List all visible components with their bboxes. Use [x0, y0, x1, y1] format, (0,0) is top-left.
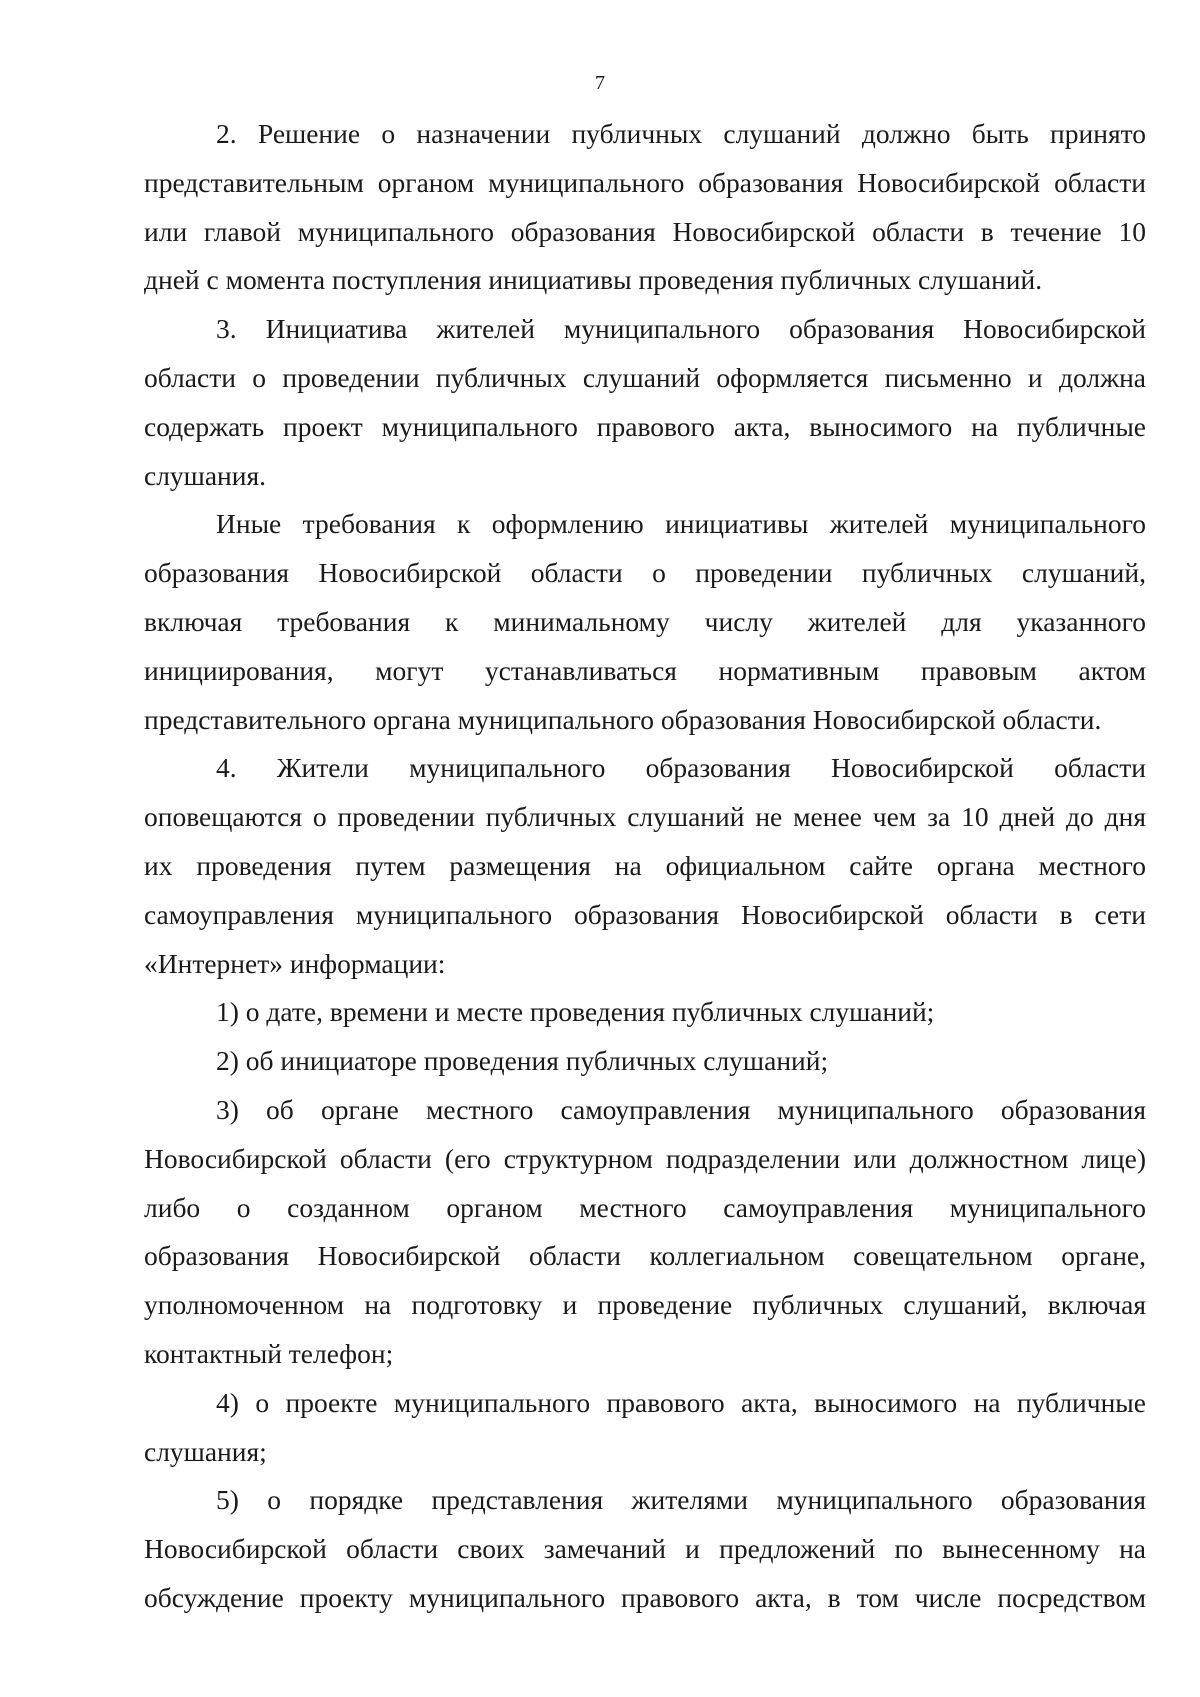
page-number: 7: [595, 72, 605, 94]
list-item-3: [144, 1086, 1146, 1379]
text-line: содержать проект муниципального правового акта, выносимого на публичные: [144, 410, 1146, 442]
text-line: 2. Решение о назначении публичных слушаний должно быть принято: [216, 118, 1146, 149]
text-line: представительного органа муниципального образования Новосибирской области.: [144, 703, 1102, 735]
text-line: включая требования к минимальному числу жителей для указанного: [144, 605, 1146, 637]
document-body: [144, 110, 1146, 1623]
text-line: Новосибирской области (его структурном подразделении или должностном лице): [144, 1142, 1146, 1174]
text-line: слушания.: [144, 459, 267, 491]
list-item-5: [144, 1476, 1146, 1622]
list-item-4: [144, 1379, 1146, 1477]
text-line: 1) о дате, времени и месте проведения публичных слушаний;: [216, 996, 935, 1028]
text-line: их проведения путем размещения на официальном сайте органа местного: [144, 849, 1146, 881]
text-line: дней с момента поступления инициативы проведения публичных слушаний.: [144, 264, 1043, 296]
text-line: 4) о проекте муниципального правового акта, выносимого на публичные: [216, 1386, 1146, 1418]
text-line: контактный телефон;: [144, 1337, 394, 1369]
text-line: 3. Инициатива жителей муниципального образования Новосибирской: [216, 313, 1146, 345]
text-line: «Интернет» информации:: [144, 947, 446, 979]
text-line: самоуправления муниципального образования Новосибирской области в сети: [144, 898, 1146, 930]
paragraph-item-3: [144, 305, 1146, 500]
list-item-2: [144, 1037, 1146, 1086]
text-line: Новосибирской области своих замечаний и предложений по вынесенному на: [144, 1533, 1146, 1565]
text-line: слушания;: [144, 1435, 267, 1467]
text-line: или главой муниципального образования Новосибирской области в течение 10: [144, 215, 1146, 247]
text-line: 4. Жители муниципального образования Новосибирской области: [216, 752, 1146, 784]
list-item-1: [144, 988, 1146, 1037]
text-line: Иные требования к оформлению инициативы жителей муниципального: [216, 508, 1146, 540]
paragraph-item-2: [144, 110, 1146, 305]
paragraph-other-requirements: [144, 500, 1146, 744]
text-line: области о проведении публичных слушаний оформляется письменно и должна: [144, 361, 1146, 393]
text-line: образования Новосибирской области коллегиальном совещательном органе,: [144, 1240, 1146, 1272]
text-line: либо о созданном органом местного самоуправления муниципального: [144, 1191, 1146, 1223]
text-line: 5) о порядке представления жителями муниципального образования: [216, 1484, 1146, 1516]
text-line: представительным органом муниципального образования Новосибирской области: [144, 166, 1146, 198]
paragraph-item-4: [144, 744, 1146, 988]
text-line: 3) об органе местного самоуправления муниципального образования: [216, 1093, 1146, 1125]
text-line: обсуждение проекту муниципального правового акта, в том числе посредством: [144, 1581, 1146, 1613]
text-line: инициирования, могут устанавливаться нормативным правовым актом: [144, 654, 1146, 686]
text-line: 2) об инициаторе проведения публичных слушаний;: [216, 1045, 829, 1077]
text-line: образования Новосибирской области о проведении публичных слушаний,: [144, 557, 1146, 589]
text-line: оповещаются о проведении публичных слушаний не менее чем за 10 дней до дня: [144, 801, 1146, 833]
text-line: уполномоченном на подготовку и проведение публичных слушаний, включая: [144, 1289, 1146, 1321]
